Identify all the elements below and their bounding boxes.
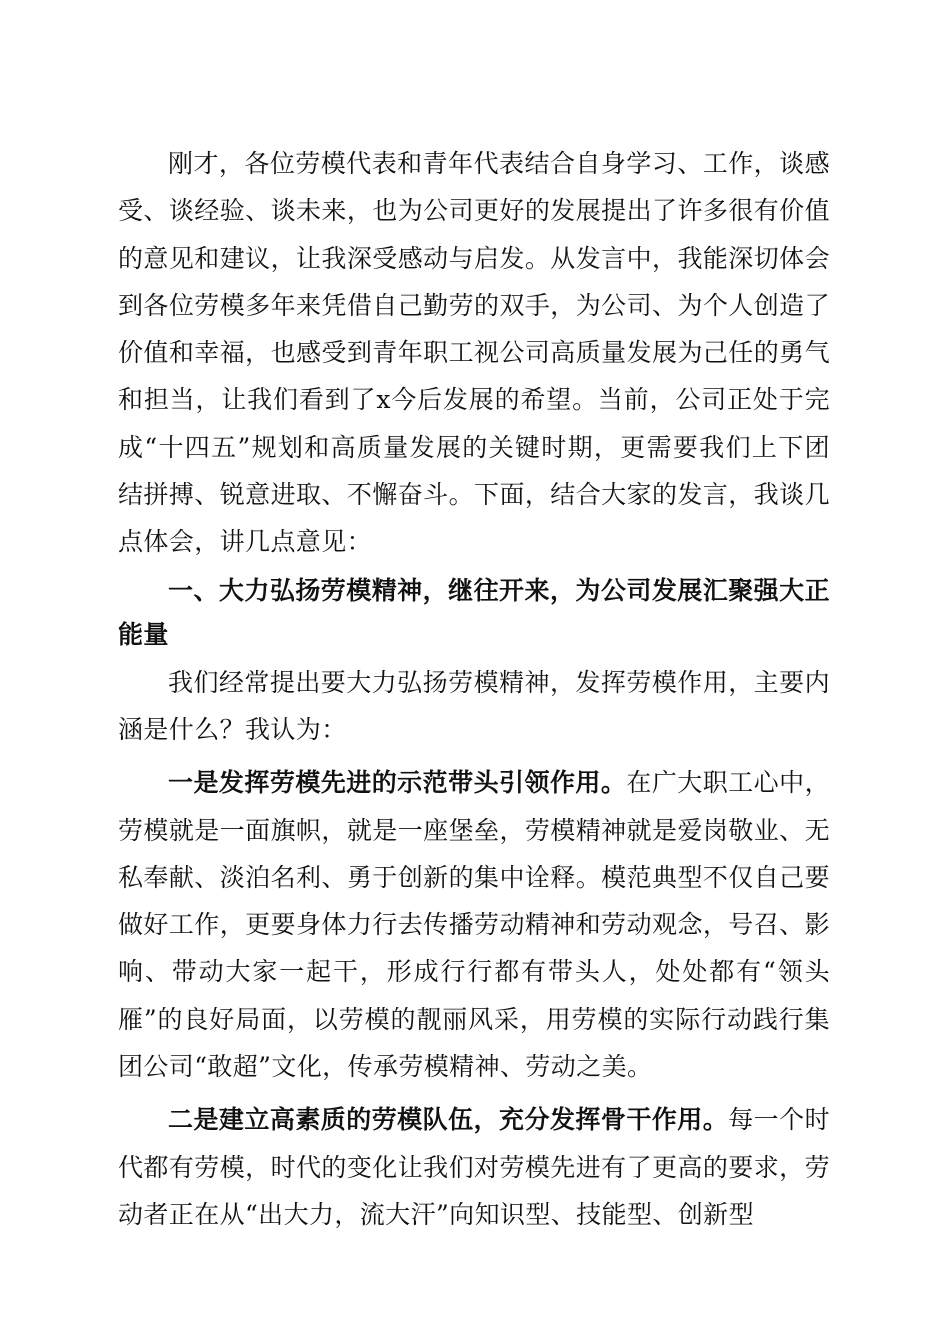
section-heading-1: 一、大力弘扬劳模精神，继往开来，为公司发展汇聚强大正能量	[118, 575, 830, 649]
point-2-paragraph	[118, 1096, 830, 1238]
intro-paragraph: 刚才，各位劳模代表和青年代表结合自身学习、工作，谈感受、谈经验、谈未来，也为公司更好的发展提出了许多很有价值的意见和建议，让我深受感动与启发。从发言中，我能深切体会到各位劳模多年来凭借自己勤劳的双手，为公司、为个人创造了价值和幸福，也感受到青年职工视公司高质量发展为己任的勇气和担当，让我们看到了x今后发展的希望。当前，公司正处于完成“十四五”规划和高质量发展的关键时期，更需要我们上下团结拼搏、锐意进取、不懈奋斗。下面，结合大家的发言，我谈几点体会，讲几点意见：	[118, 149, 830, 557]
section-1-intro-paragraph: 我们经常提出要大力弘扬劳模精神，发挥劳模作用，主要内涵是什么？我认为：	[118, 667, 830, 744]
point-1-lead: 一是发挥劳模先进的示范带头引领作用。	[168, 768, 627, 798]
point-1-body: 在广大职工心中，劳模就是一面旗帜，就是一座堡垒，劳模精神就是爱岗敬业、无私奉献、淡泊名利、勇于创新的集中诠释。模范典型不仅自己要做好工作，更要身体力行去传播劳动精神和劳动观念，号召、影响、带动大家一起干，形成行行都有带头人，处处都有“领头雁”的良好局面，以劳模的靓丽风采，用劳模的实际行动践行集团公司“敢超”文化，传承劳模精神、劳动之美。	[118, 768, 831, 1082]
point-1-paragraph	[118, 759, 830, 1090]
point-2-lead: 二是建立高素质的劳模队伍，充分发挥骨干作用。	[168, 1105, 729, 1135]
document-body	[118, 140, 830, 1238]
point-2-body: 每一个时代都有劳模，时代的变化让我们对劳模先进有了更高的要求，劳动者正在从“出大力，流大汗”向知识型、技能型、创新型	[118, 1105, 830, 1229]
